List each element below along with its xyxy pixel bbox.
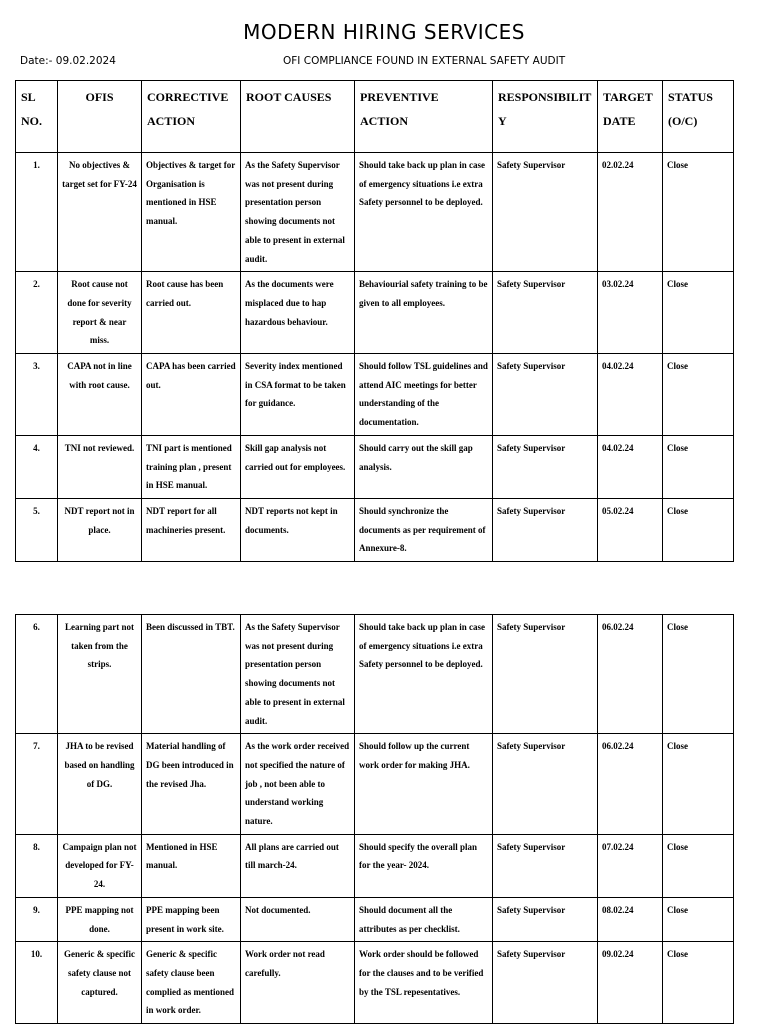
- target-date-cell: 08.02.24: [598, 897, 663, 941]
- sl-cell: 8.: [16, 834, 58, 897]
- status-cell: Close: [663, 272, 734, 354]
- header-ofis: OFIS: [58, 81, 142, 153]
- table-row: [16, 897, 734, 941]
- preventive-action-cell: Behaviourial safety training to be given to all employees.: [355, 272, 493, 354]
- root-cause-cell: As the Safety Supervisor was not present during presentation person showing documents not able to present in external audit.: [241, 615, 355, 734]
- responsibility-cell: Safety Supervisor: [493, 615, 598, 734]
- header-sl: SL NO.: [16, 81, 58, 153]
- table-row: [16, 734, 734, 835]
- status-cell: Close: [663, 834, 734, 897]
- preventive-action-cell: Should specify the overall plan for the year- 2024.: [355, 834, 493, 897]
- ofi-cell: No objectives & target set for FY-24: [58, 153, 142, 272]
- responsibility-cell: Safety Supervisor: [493, 834, 598, 897]
- responsibility-cell: Safety Supervisor: [493, 272, 598, 354]
- status-cell: Close: [663, 734, 734, 835]
- root-cause-cell: Skill gap analysis not carried out for employees.: [241, 435, 355, 498]
- sl-cell: 5.: [16, 498, 58, 561]
- responsibility-cell: Safety Supervisor: [493, 897, 598, 941]
- corrective-action-cell: PPE mapping been present in work site.: [142, 897, 241, 941]
- sl-cell: 6.: [16, 615, 58, 734]
- corrective-action-cell: Mentioned in HSE manual.: [142, 834, 241, 897]
- preventive-action-cell: Should take back up plan in case of emergency situations i.e extra Safety personnel to be deployed.: [355, 153, 493, 272]
- header-root-causes: ROOT CAUSES: [241, 81, 355, 153]
- report-subtitle: OFI COMPLIANCE FOUND IN EXTERNAL SAFETY AUDIT: [283, 55, 566, 67]
- ofi-cell: NDT report not in place.: [58, 498, 142, 561]
- table-row: [16, 354, 734, 436]
- ofi-cell: TNI not reviewed.: [58, 435, 142, 498]
- target-date-cell: 05.02.24: [598, 498, 663, 561]
- table-row: [16, 272, 734, 354]
- status-cell: Close: [663, 153, 734, 272]
- sl-cell: 3.: [16, 354, 58, 436]
- root-cause-cell: Work order not read carefully.: [241, 942, 355, 1024]
- target-date-cell: 04.02.24: [598, 354, 663, 436]
- ofi-table-1: [15, 80, 734, 562]
- header-corrective-action: CORRECTIVE ACTION: [142, 81, 241, 153]
- target-date-cell: 02.02.24: [598, 153, 663, 272]
- responsibility-cell: Safety Supervisor: [493, 153, 598, 272]
- target-date-cell: 06.02.24: [598, 615, 663, 734]
- sl-cell: 7.: [16, 734, 58, 835]
- root-cause-cell: As the work order received not specified the nature of job , not been able to understand working nature.: [241, 734, 355, 835]
- sl-cell: 1.: [16, 153, 58, 272]
- ofi-table-2: [15, 614, 734, 1024]
- preventive-action-cell: Should carry out the skill gap analysis.: [355, 435, 493, 498]
- table-row: [16, 435, 734, 498]
- corrective-action-cell: Root cause has been carried out.: [142, 272, 241, 354]
- table-row: [16, 615, 734, 734]
- corrective-action-cell: TNI part is mentioned training plan , present in HSE manual.: [142, 435, 241, 498]
- report-date: Date:- 09.02.2024: [20, 55, 116, 67]
- responsibility-cell: Safety Supervisor: [493, 734, 598, 835]
- target-date-cell: 03.02.24: [598, 272, 663, 354]
- status-cell: Close: [663, 897, 734, 941]
- sl-cell: 10.: [16, 942, 58, 1024]
- corrective-action-cell: Objectives & target for Organisation is mentioned in HSE manual.: [142, 153, 241, 272]
- corrective-action-cell: Been discussed in TBT.: [142, 615, 241, 734]
- table-row: [16, 942, 734, 1024]
- header-responsibility: RESPONSIBILITY: [493, 81, 598, 153]
- root-cause-cell: All plans are carried out till march-24.: [241, 834, 355, 897]
- table-row: [16, 498, 734, 561]
- status-cell: Close: [663, 498, 734, 561]
- table-row: [16, 153, 734, 272]
- responsibility-cell: Safety Supervisor: [493, 435, 598, 498]
- status-cell: Close: [663, 354, 734, 436]
- status-cell: Close: [663, 942, 734, 1024]
- responsibility-cell: Safety Supervisor: [493, 498, 598, 561]
- responsibility-cell: Safety Supervisor: [493, 942, 598, 1024]
- corrective-action-cell: CAPA has been carried out.: [142, 354, 241, 436]
- header-target-date: TARGET DATE: [598, 81, 663, 153]
- ofi-cell: JHA to be revised based on handling of DG.: [58, 734, 142, 835]
- target-date-cell: 06.02.24: [598, 734, 663, 835]
- header-preventive-action: PREVENTIVE ACTION: [355, 81, 493, 153]
- preventive-action-cell: Should take back up plan in case of emergency situations i.e extra Safety personnel to be deployed.: [355, 615, 493, 734]
- root-cause-cell: As the Safety Supervisor was not present during presentation person showing documents not able to present in external audit.: [241, 153, 355, 272]
- root-cause-cell: Not documented.: [241, 897, 355, 941]
- table-header-row: [16, 81, 734, 153]
- target-date-cell: 07.02.24: [598, 834, 663, 897]
- sl-cell: 9.: [16, 897, 58, 941]
- corrective-action-cell: Generic & specific safety clause been complied as mentioned in work order.: [142, 942, 241, 1024]
- status-cell: Close: [663, 615, 734, 734]
- header-status: STATUS (O/C): [663, 81, 734, 153]
- preventive-action-cell: Should synchronize the documents as per requirement of Annexure-8.: [355, 498, 493, 561]
- root-cause-cell: Severity index mentioned in CSA format to be taken for guidance.: [241, 354, 355, 436]
- page-title: MODERN HIRING SERVICES: [243, 20, 525, 44]
- ofi-cell: PPE mapping not done.: [58, 897, 142, 941]
- ofi-cell: Learning part not taken from the strips.: [58, 615, 142, 734]
- ofi-cell: Campaign plan not developed for FY-24.: [58, 834, 142, 897]
- preventive-action-cell: Should follow TSL guidelines and attend AIC meetings for better understanding of the documentation.: [355, 354, 493, 436]
- ofi-cell: CAPA not in line with root cause.: [58, 354, 142, 436]
- sl-cell: 4.: [16, 435, 58, 498]
- corrective-action-cell: Material handling of DG been introduced in the revised Jha.: [142, 734, 241, 835]
- target-date-cell: 04.02.24: [598, 435, 663, 498]
- preventive-action-cell: Should follow up the current work order for making JHA.: [355, 734, 493, 835]
- preventive-action-cell: Work order should be followed for the clauses and to be verified by the TSL repesentatives.: [355, 942, 493, 1024]
- target-date-cell: 09.02.24: [598, 942, 663, 1024]
- table-row: [16, 834, 734, 897]
- sl-cell: 2.: [16, 272, 58, 354]
- root-cause-cell: As the documents were misplaced due to hap hazardous behaviour.: [241, 272, 355, 354]
- ofi-cell: Generic & specific safety clause not captured.: [58, 942, 142, 1024]
- preventive-action-cell: Should document all the attributes as per checklist.: [355, 897, 493, 941]
- corrective-action-cell: NDT report for all machineries present.: [142, 498, 241, 561]
- root-cause-cell: NDT reports not kept in documents.: [241, 498, 355, 561]
- status-cell: Close: [663, 435, 734, 498]
- ofi-cell: Root cause not done for severity report & near miss.: [58, 272, 142, 354]
- responsibility-cell: Safety Supervisor: [493, 354, 598, 436]
